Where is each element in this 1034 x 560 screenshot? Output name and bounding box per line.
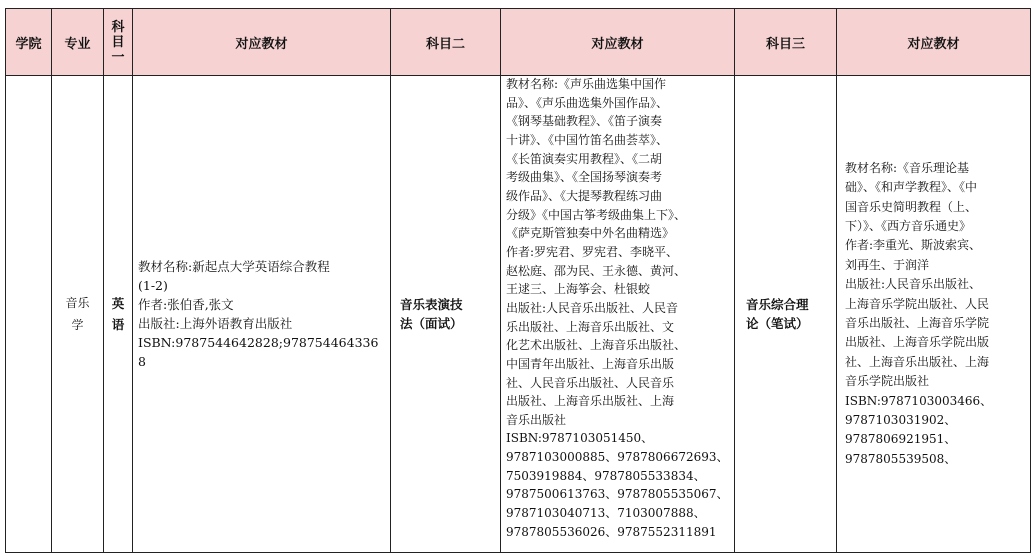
header-material3: 对应教材 xyxy=(837,9,1031,76)
header-subject1 xyxy=(104,9,133,76)
cell-material2-text: 教材名称:《声乐曲选集中国作 品》、《声乐曲选集外国作品》、 《钢琴基础教程》、《笛子演奏 十讲》、《中国竹笛名曲荟萃》、 《长笛演奏实用教程》、《二胡 考级曲集》、《全国扬琴演奏考 级作品》、《大提琴教程练习曲 分级》《中国古筝考级曲集上下》、 《萨克斯管独奏中外名曲精选》 作者:罗宪君、罗宪君、李晓平、 赵松庭、邵为民、王永德、黄河、 王逑三、上海筝会、杜银蛟 出版社:人民音乐出版社、人民音 乐出版社、上海音乐出版社、文 化艺术出版社、上海音乐出版社、 中国青年出版社、上海音乐出版 社、人民音乐出版社、人民音乐 出版社、上海音乐出版社、上海 音乐出版社 ISBN:9787103051450、 9787103000885、9787806672693、 7503919884、9787805533834、 9787500613763、9787805535067、 9787103040713、7103007888、 9787805536026、9787552311891 xyxy=(506,77,729,539)
cell-material3 xyxy=(837,76,1031,553)
cell-material3-text: 教材名称:《音乐理论基 础》、《和声学教程》、《中 国音乐史简明教程（上、 下）》、《西方音乐通史》 作者:李重光、斯波索宾、 刘再生、于润洋 出版社:人民音乐出版社、 上海音乐学院出版社、人民 音乐出版社、上海音乐学院 出版社、上海音乐学院出版 社、上海音乐出版社、上海 音乐学院出版社 ISBN:9787103003466、 9787103031902、 9787806921951、 9787805539508、 xyxy=(845,160,993,466)
header-subject3: 科目三 xyxy=(735,9,837,76)
cell-subject2 xyxy=(391,76,501,553)
header-row xyxy=(6,9,1031,76)
cell-major xyxy=(52,76,104,553)
header-college: 学院 xyxy=(6,9,52,76)
textbook-table xyxy=(5,8,1031,553)
cell-subject2-text: 音乐表演技 法（面试） xyxy=(400,297,463,331)
header-material1: 对应教材 xyxy=(133,9,391,76)
cell-material2 xyxy=(501,76,735,553)
header-material2: 对应教材 xyxy=(501,9,735,76)
cell-college xyxy=(6,76,52,553)
header-subject2: 科目二 xyxy=(391,9,501,76)
header-major: 专业 xyxy=(52,9,104,76)
cell-subject3-text: 音乐综合理 论（笔试） xyxy=(746,297,809,331)
table-row xyxy=(6,76,1031,553)
cell-subject3 xyxy=(735,76,837,553)
cell-subject1 xyxy=(104,76,133,553)
header-subject1-text: 科 目 一 xyxy=(111,19,125,65)
cell-major-text: 音乐 学 xyxy=(65,296,90,332)
cell-material1 xyxy=(133,76,391,553)
cell-material1-text: 教材名称:新起点大学英语综合教程 (1-2) 作者:张伯香,张文 出版社:上海外语教育出版社 ISBN:9787544642828;9787544643368 xyxy=(138,259,379,369)
cell-subject1-text: 英 语 xyxy=(111,296,125,332)
